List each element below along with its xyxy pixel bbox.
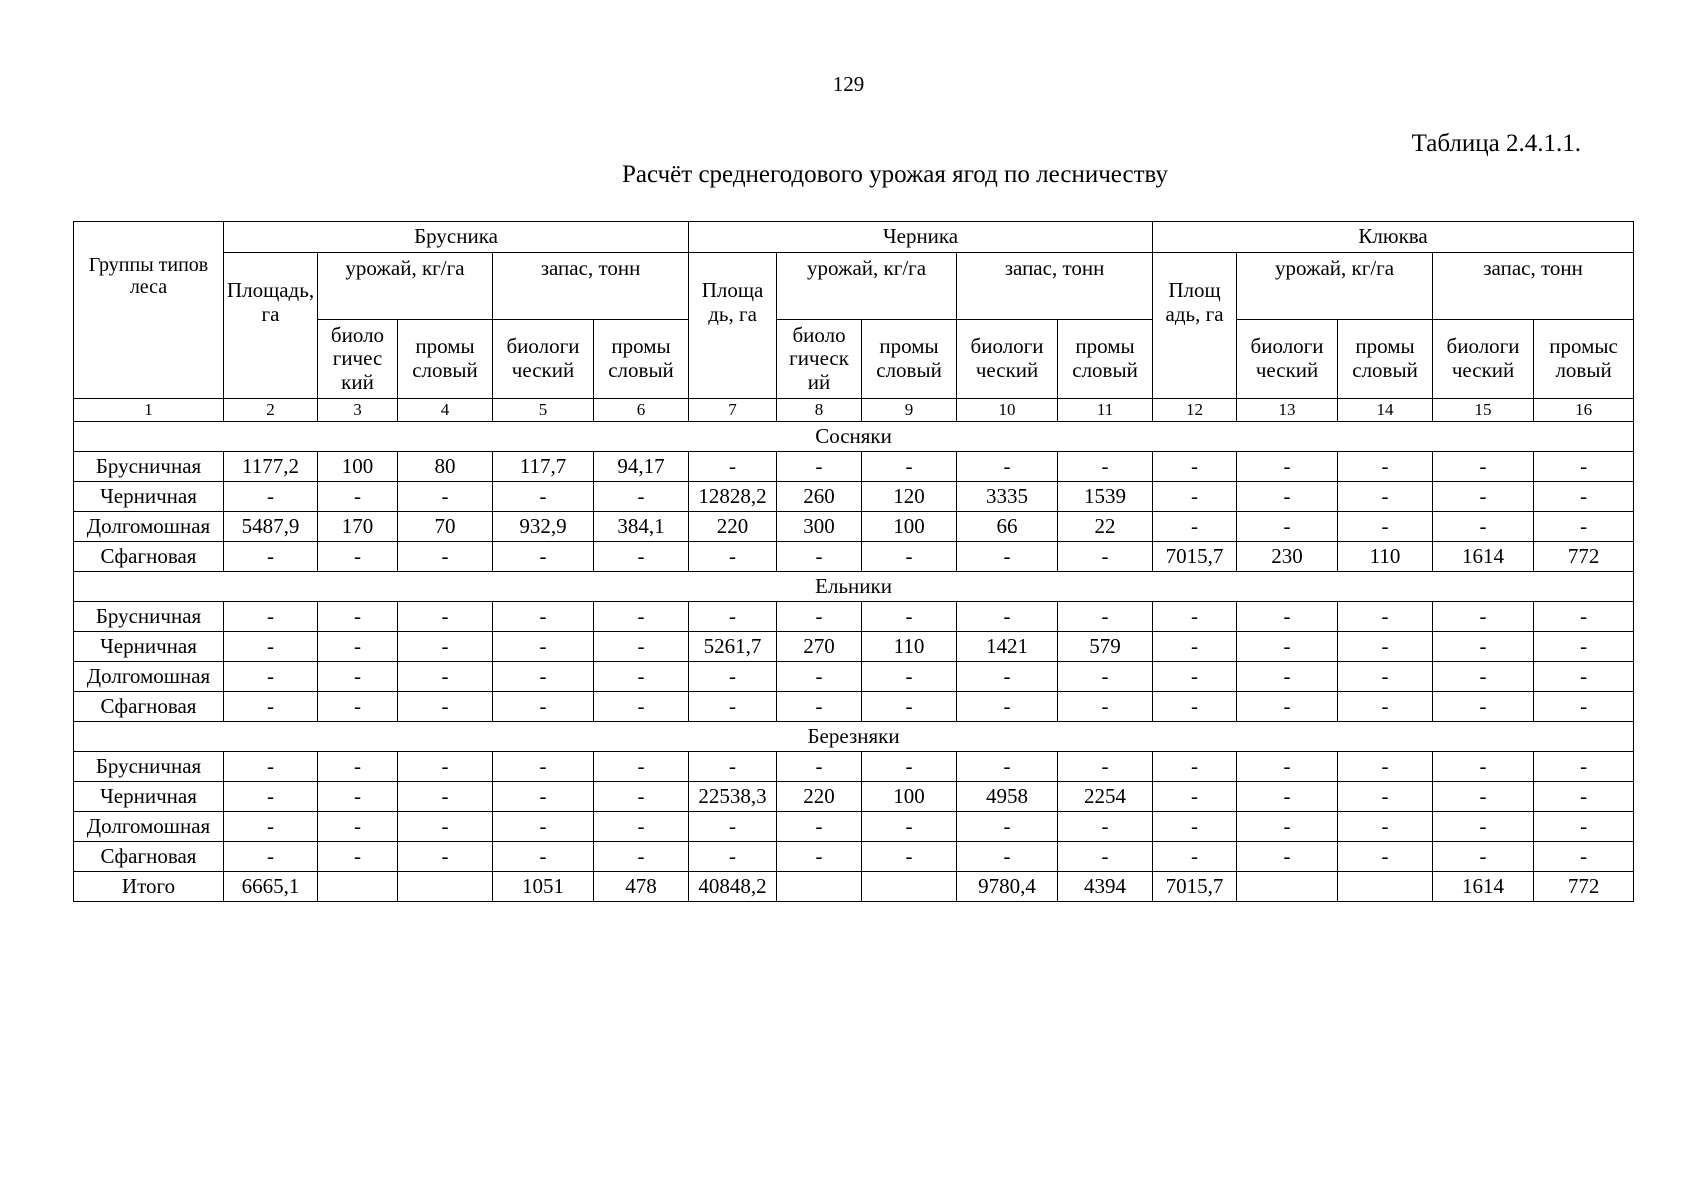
column-number: 3: [318, 399, 398, 422]
table-cell: 384,1: [594, 512, 689, 542]
table-cell: -: [1058, 602, 1153, 632]
table-cell: -: [1237, 632, 1338, 662]
table-cell: -: [493, 812, 594, 842]
table-cell: -: [318, 662, 398, 692]
column-number: 6: [594, 399, 689, 422]
table-cell: -: [318, 782, 398, 812]
table-cell: 1539: [1058, 482, 1153, 512]
table-cell: -: [224, 752, 318, 782]
table-cell: 772: [1534, 872, 1634, 902]
table-cell: [318, 872, 398, 902]
table-cell: 1177,2: [224, 452, 318, 482]
table-cell: -: [1433, 512, 1534, 542]
column-number: 12: [1153, 399, 1237, 422]
table-cell: -: [862, 752, 957, 782]
table-cell: -: [1534, 692, 1634, 722]
column-number: 11: [1058, 399, 1153, 422]
sub-header: биологи ческий: [1237, 320, 1338, 399]
table-cell: 110: [862, 632, 957, 662]
row-label: Черничная: [74, 482, 224, 512]
table-cell: -: [1534, 812, 1634, 842]
table-cell: -: [862, 662, 957, 692]
table-cell: 300: [777, 512, 862, 542]
sub-header: биоло гическ ий: [777, 320, 862, 399]
table-row: [74, 482, 1634, 512]
table-cell: -: [493, 632, 594, 662]
sub-header: биологи ческий: [957, 320, 1058, 399]
table-cell: 270: [777, 632, 862, 662]
table-cell: -: [1433, 482, 1534, 512]
table-cell: -: [689, 662, 777, 692]
table-cell: 117,7: [493, 452, 594, 482]
sub-header: промы словый: [398, 320, 493, 399]
table-cell: -: [1433, 662, 1534, 692]
table-cell: 260: [777, 482, 862, 512]
table-cell: -: [1237, 782, 1338, 812]
table-row: [74, 632, 1634, 662]
table-cell: -: [1058, 662, 1153, 692]
table-cell: -: [1433, 842, 1534, 872]
table-cell: -: [594, 782, 689, 812]
table-cell: 5487,9: [224, 512, 318, 542]
table-cell: -: [594, 842, 689, 872]
table-cell: -: [1433, 632, 1534, 662]
column-number: 16: [1534, 399, 1634, 422]
table-cell: -: [318, 692, 398, 722]
table-cell: -: [318, 542, 398, 572]
table-cell: -: [957, 842, 1058, 872]
table-cell: -: [1153, 452, 1237, 482]
table-cell: -: [594, 752, 689, 782]
table-cell: -: [1237, 452, 1338, 482]
table-cell: -: [1058, 692, 1153, 722]
table-cell: 4394: [1058, 872, 1153, 902]
table-cell: 66: [957, 512, 1058, 542]
yield-header-cranberry: урожай, кг/га: [1237, 253, 1433, 320]
row-label: Сфагновая: [74, 842, 224, 872]
table-cell: -: [224, 632, 318, 662]
table-cell: -: [689, 812, 777, 842]
table-cell: 80: [398, 452, 493, 482]
table-cell: -: [1237, 752, 1338, 782]
table-cell: -: [398, 482, 493, 512]
table-row: [74, 512, 1634, 542]
table-body: [74, 422, 1634, 902]
table-cell: -: [862, 542, 957, 572]
column-number: 4: [398, 399, 493, 422]
table-cell: -: [594, 662, 689, 692]
table-cell: -: [1058, 842, 1153, 872]
table-cell: -: [493, 752, 594, 782]
table-cell: -: [318, 812, 398, 842]
table-cell: 220: [689, 512, 777, 542]
table-cell: -: [318, 602, 398, 632]
table-cell: -: [777, 662, 862, 692]
table-cell: -: [1237, 812, 1338, 842]
table-cell: -: [689, 752, 777, 782]
section-row: [74, 572, 1634, 602]
table-row: [74, 692, 1634, 722]
table-row: [74, 662, 1634, 692]
table-cell: 1614: [1433, 872, 1534, 902]
table-cell: -: [594, 692, 689, 722]
table-row: [74, 452, 1634, 482]
table-cell: 94,17: [594, 452, 689, 482]
table-cell: -: [398, 842, 493, 872]
table-cell: -: [1237, 692, 1338, 722]
table-cell: -: [777, 452, 862, 482]
table-cell: -: [1433, 452, 1534, 482]
table-cell: -: [689, 452, 777, 482]
species-header-cranberry: Клюква: [1153, 222, 1634, 253]
table-cell: -: [493, 842, 594, 872]
section-title: Березняки: [74, 722, 1634, 752]
table-cell: 22538,3: [689, 782, 777, 812]
table-cell: -: [1534, 482, 1634, 512]
section-title: Ельники: [74, 572, 1634, 602]
table-cell: -: [224, 842, 318, 872]
section-row: [74, 422, 1634, 452]
table-cell: 579: [1058, 632, 1153, 662]
table-cell: -: [398, 632, 493, 662]
table-cell: -: [1338, 512, 1433, 542]
table-cell: -: [957, 752, 1058, 782]
table-cell: -: [1534, 632, 1634, 662]
section-title: Сосняки: [74, 422, 1634, 452]
table-cell: -: [1534, 452, 1634, 482]
sub-header: промы словый: [594, 320, 689, 399]
yield-header-blueberry: урожай, кг/га: [777, 253, 957, 320]
table-cell: -: [862, 692, 957, 722]
table-cell: [1338, 872, 1433, 902]
table-cell: -: [689, 692, 777, 722]
column-number: 8: [777, 399, 862, 422]
table-cell: -: [1433, 602, 1534, 632]
species-header-lingonberry: Брусника: [224, 222, 689, 253]
table-cell: -: [1338, 662, 1433, 692]
table-cell: -: [777, 842, 862, 872]
table-cell: -: [1433, 752, 1534, 782]
table-cell: -: [594, 812, 689, 842]
table-cell: -: [1534, 512, 1634, 542]
table-cell: 22: [1058, 512, 1153, 542]
table-cell: 100: [862, 782, 957, 812]
table-label: Таблица 2.4.1.1.: [1411, 130, 1581, 157]
table-cell: -: [862, 812, 957, 842]
page-number: 129: [832, 72, 865, 96]
column-number: 14: [1338, 399, 1433, 422]
table-row: [74, 602, 1634, 632]
total-row: [74, 872, 1634, 902]
row-label: Долгомошная: [74, 512, 224, 542]
table-cell: 7015,7: [1153, 542, 1237, 572]
table-cell: -: [957, 662, 1058, 692]
stock-header-lingonberry: запас, тонн: [493, 253, 689, 320]
table-cell: -: [224, 692, 318, 722]
table-cell: 40848,2: [689, 872, 777, 902]
table-cell: -: [1433, 812, 1534, 842]
table-cell: -: [1338, 452, 1433, 482]
column-number: 15: [1433, 399, 1534, 422]
table-cell: -: [1153, 842, 1237, 872]
table-cell: 230: [1237, 542, 1338, 572]
table-cell: -: [1534, 842, 1634, 872]
table-cell: -: [1153, 632, 1237, 662]
column-number: 13: [1237, 399, 1338, 422]
table-cell: -: [957, 812, 1058, 842]
sub-header: промы словый: [1338, 320, 1433, 399]
table-cell: -: [957, 692, 1058, 722]
table-cell: -: [398, 752, 493, 782]
table-cell: [398, 872, 493, 902]
table-cell: -: [1058, 752, 1153, 782]
table-cell: -: [1534, 782, 1634, 812]
table-cell: -: [594, 602, 689, 632]
table-cell: 932,9: [493, 512, 594, 542]
table-cell: [777, 872, 862, 902]
table-cell: -: [224, 602, 318, 632]
table-cell: 70: [398, 512, 493, 542]
table-cell: -: [1534, 662, 1634, 692]
table-cell: 4958: [957, 782, 1058, 812]
area-header-cranberry: Площ адь, га: [1153, 253, 1237, 399]
table-cell: -: [224, 482, 318, 512]
table-cell: -: [318, 842, 398, 872]
column-number: 9: [862, 399, 957, 422]
table-cell: -: [493, 602, 594, 632]
table-cell: -: [398, 602, 493, 632]
row-label: Долгомошная: [74, 812, 224, 842]
table-cell: 2254: [1058, 782, 1153, 812]
sub-header: биоло гичес кий: [318, 320, 398, 399]
table-cell: -: [777, 812, 862, 842]
table-cell: -: [1237, 482, 1338, 512]
table-cell: -: [1237, 512, 1338, 542]
column-number: 5: [493, 399, 594, 422]
table-cell: -: [957, 542, 1058, 572]
column-number: 2: [224, 399, 318, 422]
stock-header-blueberry: запас, тонн: [957, 253, 1153, 320]
table-cell: -: [1237, 662, 1338, 692]
table-row: [74, 812, 1634, 842]
table-cell: -: [689, 842, 777, 872]
sub-header: биологи ческий: [1433, 320, 1534, 399]
row-label: Брусничная: [74, 752, 224, 782]
table-cell: 9780,4: [957, 872, 1058, 902]
table-cell: 100: [318, 452, 398, 482]
row-label: Итого: [74, 872, 224, 902]
table-cell: -: [1153, 512, 1237, 542]
table-cell: -: [1338, 782, 1433, 812]
table-cell: -: [862, 602, 957, 632]
table-cell: -: [398, 662, 493, 692]
table-cell: -: [1153, 782, 1237, 812]
table-cell: -: [493, 782, 594, 812]
table-cell: -: [224, 812, 318, 842]
table-cell: -: [1534, 752, 1634, 782]
table-cell: -: [1433, 692, 1534, 722]
table-cell: 5261,7: [689, 632, 777, 662]
table-cell: 120: [862, 482, 957, 512]
table-cell: [862, 872, 957, 902]
table-cell: -: [1153, 662, 1237, 692]
table-cell: -: [493, 662, 594, 692]
sub-header: промы словый: [862, 320, 957, 399]
table-cell: 12828,2: [689, 482, 777, 512]
table-cell: -: [862, 842, 957, 872]
table-row: [74, 542, 1634, 572]
table-cell: 3335: [957, 482, 1058, 512]
table-cell: -: [1153, 812, 1237, 842]
row-label: Черничная: [74, 782, 224, 812]
berry-yield-table: [73, 221, 1634, 902]
table-cell: -: [777, 752, 862, 782]
group-header: Группы типов леса: [74, 222, 224, 399]
stock-header-cranberry: запас, тонн: [1433, 253, 1634, 320]
table-title: Расчёт среднегодового урожая ягод по лесничеству: [622, 161, 1168, 188]
table-cell: -: [1338, 752, 1433, 782]
table-cell: -: [318, 482, 398, 512]
table-cell: -: [1534, 602, 1634, 632]
table-cell: 478: [594, 872, 689, 902]
table-cell: -: [398, 542, 493, 572]
area-header-blueberry: Площа дь, га: [689, 253, 777, 399]
table-cell: 1614: [1433, 542, 1534, 572]
column-number: 10: [957, 399, 1058, 422]
sub-header: промы словый: [1058, 320, 1153, 399]
table-cell: -: [1058, 542, 1153, 572]
row-label: Брусничная: [74, 452, 224, 482]
table-cell: -: [1338, 632, 1433, 662]
table-cell: -: [1058, 812, 1153, 842]
table-cell: -: [1153, 752, 1237, 782]
table-cell: -: [594, 632, 689, 662]
table-cell: -: [1433, 782, 1534, 812]
table-cell: -: [493, 482, 594, 512]
table-cell: [1237, 872, 1338, 902]
table-row: [74, 782, 1634, 812]
table-cell: -: [1237, 602, 1338, 632]
table-cell: -: [1237, 842, 1338, 872]
table-cell: -: [957, 452, 1058, 482]
table-cell: 7015,7: [1153, 872, 1237, 902]
row-label: Брусничная: [74, 602, 224, 632]
table-cell: -: [777, 692, 862, 722]
table-cell: -: [1338, 602, 1433, 632]
table-cell: -: [1338, 482, 1433, 512]
table-cell: 110: [1338, 542, 1433, 572]
table-cell: -: [318, 752, 398, 782]
table-row: [74, 752, 1634, 782]
yield-header-lingonberry: урожай, кг/га: [318, 253, 493, 320]
table-row: [74, 842, 1634, 872]
table-cell: -: [398, 812, 493, 842]
column-number-row: [74, 399, 1634, 422]
table-cell: -: [318, 632, 398, 662]
table-cell: -: [224, 662, 318, 692]
column-number: 1: [74, 399, 224, 422]
sub-header: биологи ческий: [493, 320, 594, 399]
table-cell: -: [493, 542, 594, 572]
table-cell: 170: [318, 512, 398, 542]
row-label: Черничная: [74, 632, 224, 662]
table-cell: -: [594, 482, 689, 512]
table-cell: -: [1338, 692, 1433, 722]
table-cell: -: [1338, 812, 1433, 842]
row-label: Сфагновая: [74, 542, 224, 572]
table-cell: -: [398, 782, 493, 812]
table-cell: -: [689, 542, 777, 572]
species-header-blueberry: Черника: [689, 222, 1153, 253]
table-cell: -: [862, 452, 957, 482]
table-cell: 100: [862, 512, 957, 542]
table-cell: -: [689, 602, 777, 632]
table-cell: -: [957, 602, 1058, 632]
table-cell: -: [777, 602, 862, 632]
table-cell: -: [398, 692, 493, 722]
table-cell: 772: [1534, 542, 1634, 572]
table-cell: -: [1153, 692, 1237, 722]
table-cell: -: [1338, 842, 1433, 872]
table-cell: 1051: [493, 872, 594, 902]
table-cell: 1421: [957, 632, 1058, 662]
sub-header: промыс ловый: [1534, 320, 1634, 399]
table-cell: -: [777, 542, 862, 572]
row-label: Долгомошная: [74, 662, 224, 692]
table-cell: -: [594, 542, 689, 572]
column-number: 7: [689, 399, 777, 422]
table-cell: 6665,1: [224, 872, 318, 902]
section-row: [74, 722, 1634, 752]
table-cell: -: [1153, 602, 1237, 632]
table-cell: -: [1058, 452, 1153, 482]
table-cell: -: [224, 782, 318, 812]
row-label: Сфагновая: [74, 692, 224, 722]
table-cell: -: [493, 692, 594, 722]
table-cell: -: [1153, 482, 1237, 512]
area-header-lingonberry: Площадь, га: [224, 253, 318, 399]
table-cell: 220: [777, 782, 862, 812]
table-cell: -: [224, 542, 318, 572]
